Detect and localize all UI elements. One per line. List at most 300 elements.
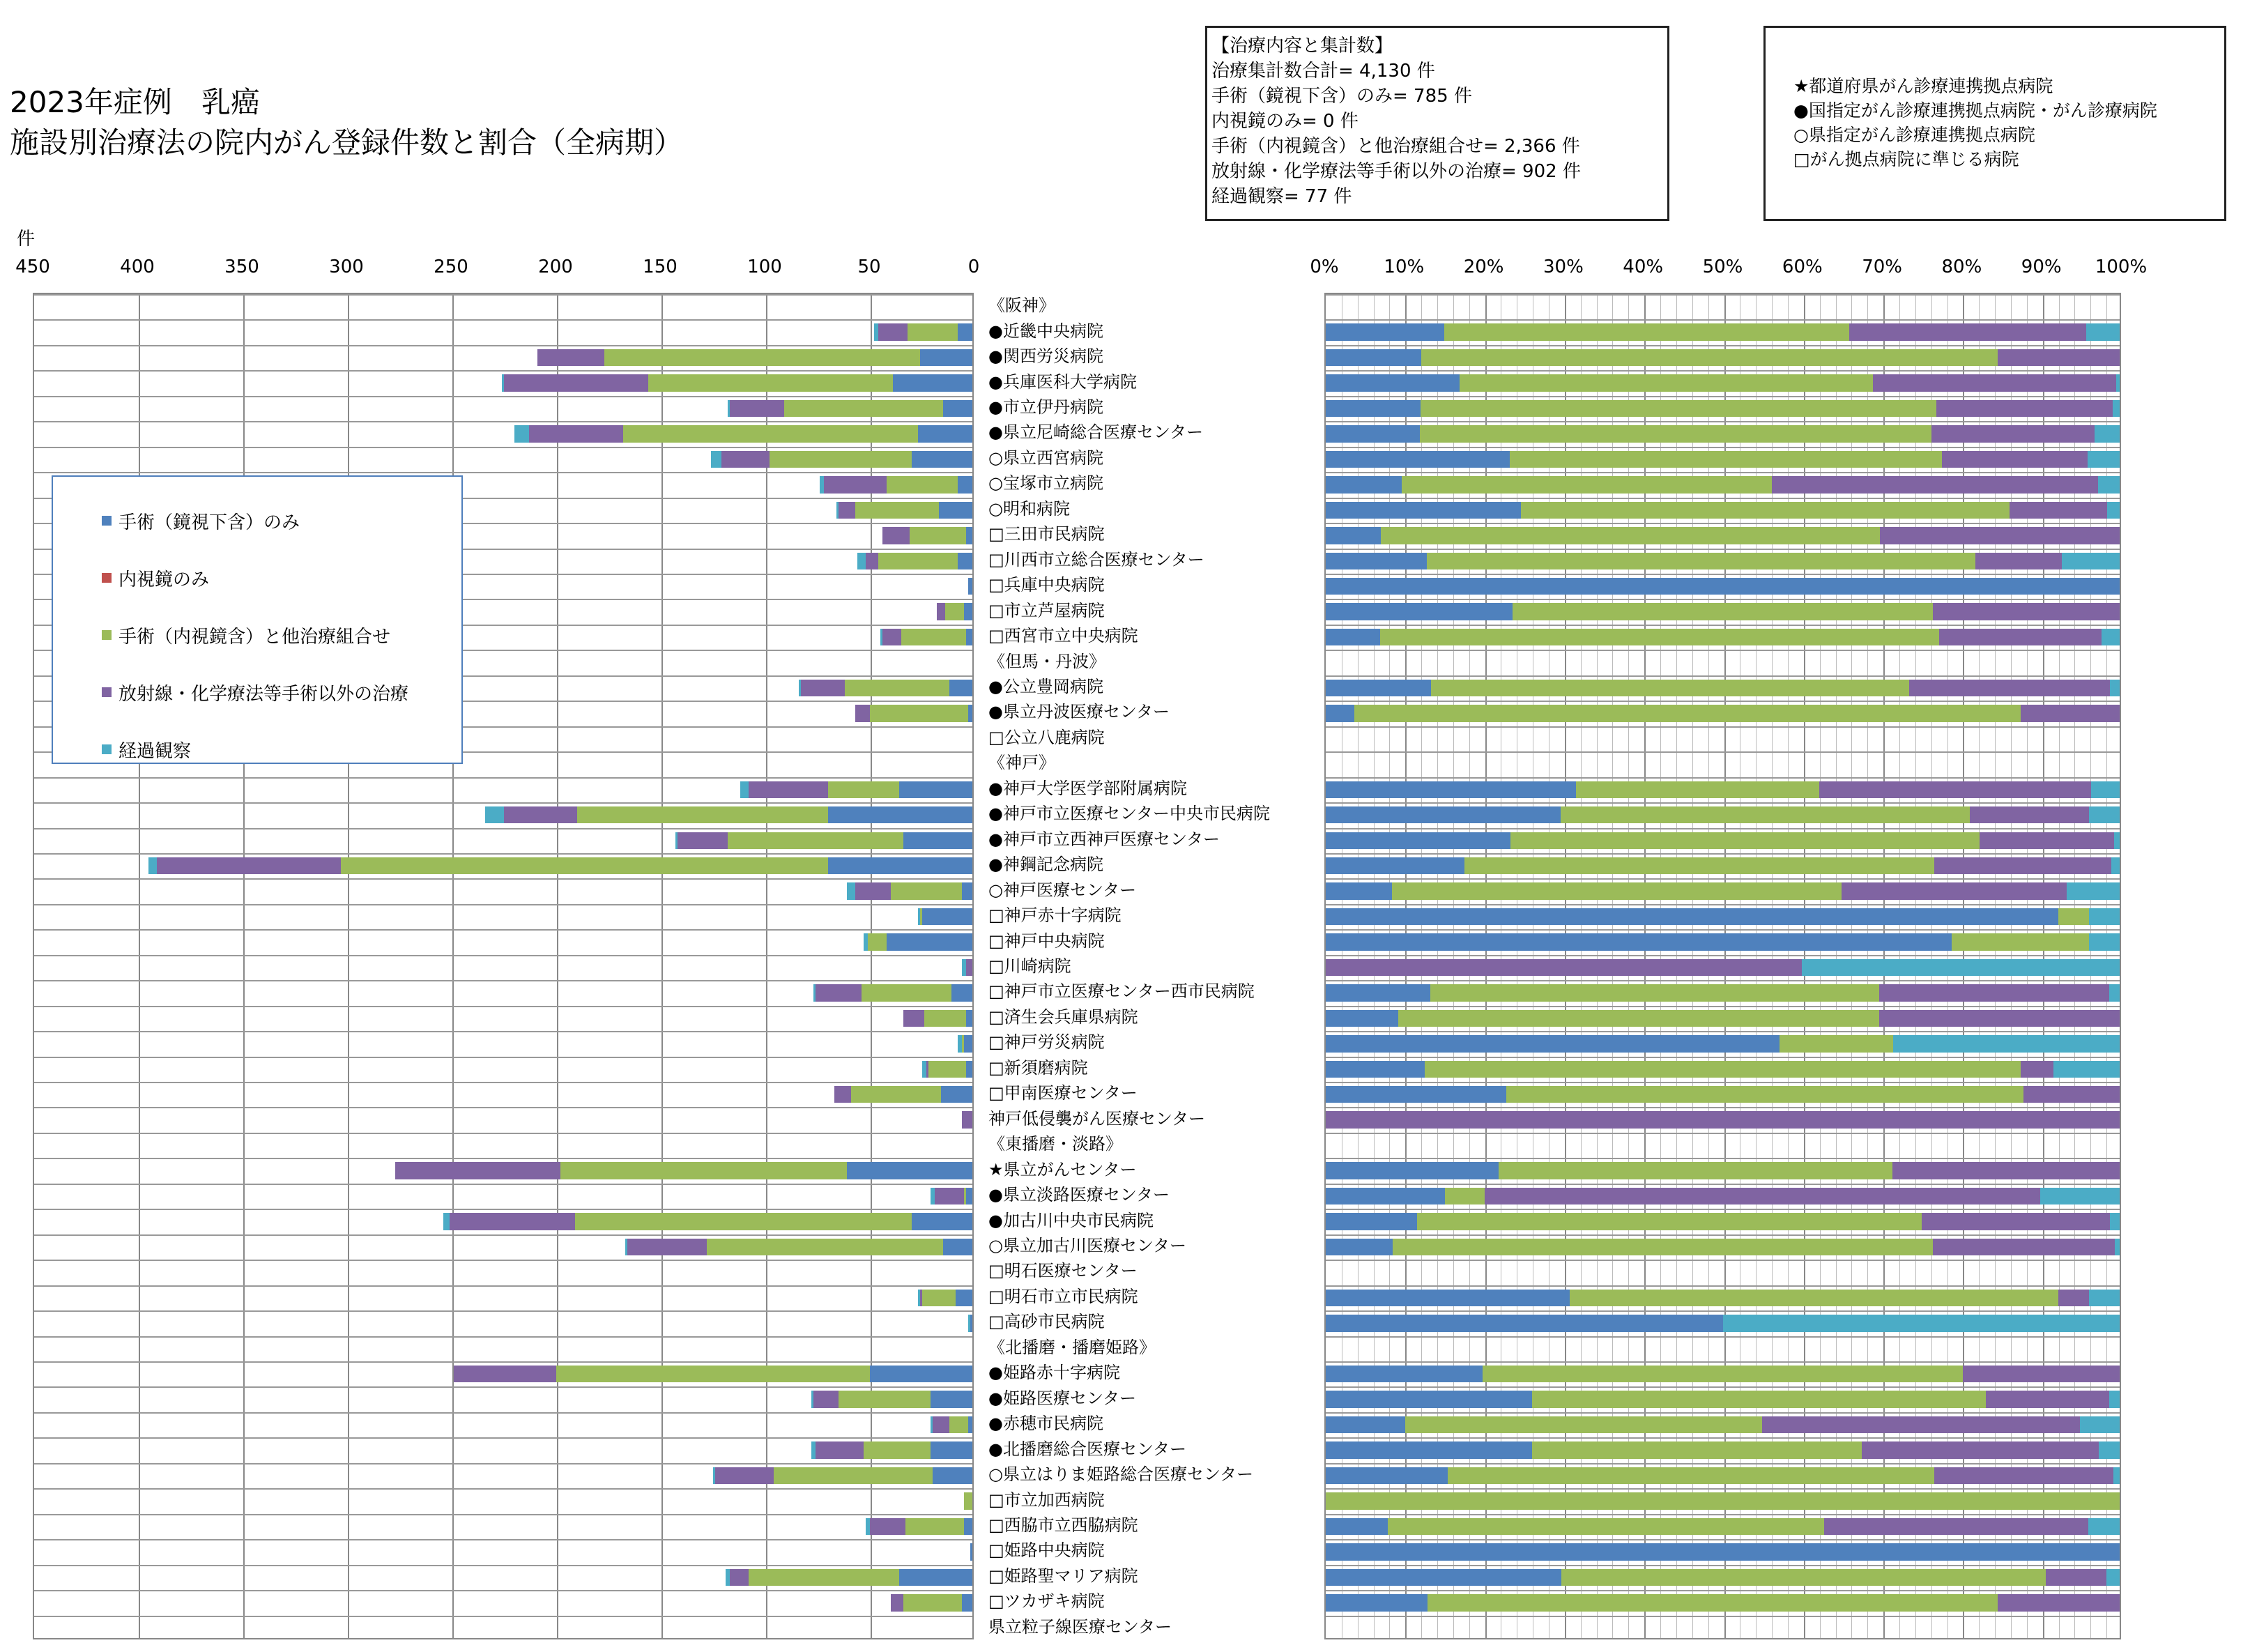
- count-bar: [847, 882, 972, 899]
- bar-segment: [1326, 1111, 2120, 1128]
- percentage-bar: [1326, 1162, 2120, 1179]
- bar-segment: [1326, 527, 1381, 544]
- bar-segment: [1326, 781, 1576, 798]
- hospital-label: □姫路中央病院: [988, 1540, 1105, 1561]
- bar-segment: [801, 680, 845, 696]
- region-header: 《但馬・丹波》: [988, 651, 1105, 671]
- bar-segment: [958, 476, 972, 493]
- bar-segment: [2110, 1213, 2120, 1230]
- bar-segment: [903, 832, 972, 849]
- left-axis-tick: 250: [434, 257, 468, 277]
- bar-segment: [1388, 1518, 1823, 1535]
- bar-segment: [1936, 400, 2113, 417]
- hospital-label: □済生会兵庫県病院: [988, 1007, 1138, 1027]
- hospital-label: □公立八鹿病院: [988, 727, 1105, 747]
- count-bar: [882, 527, 972, 544]
- bar-segment: [847, 882, 855, 899]
- bar-segment: [1952, 933, 2089, 950]
- bar-segment: [1326, 1569, 1561, 1586]
- bar-segment: [2053, 1061, 2120, 1078]
- count-bar: [931, 1416, 972, 1433]
- bar-segment: [966, 1061, 972, 1078]
- bar-segment: [560, 1162, 847, 1179]
- bar-segment: [1513, 603, 1933, 620]
- bar-segment: [627, 1239, 707, 1255]
- count-bar: [970, 1543, 972, 1560]
- bar-segment: [1532, 1391, 1986, 1407]
- bar-segment: [1402, 476, 1771, 493]
- bar-segment: [1485, 1188, 2040, 1204]
- right-axis-tick: 10%: [1384, 257, 1425, 277]
- hospital-label: □神戸中央病院: [988, 931, 1105, 951]
- bar-segment: [970, 1543, 972, 1560]
- bar-segment: [157, 857, 341, 874]
- bar-segment: [2106, 1569, 2120, 1586]
- count-bar: [855, 705, 972, 721]
- bar-segment: [908, 323, 958, 340]
- bar-segment: [864, 1441, 931, 1458]
- bar-segment: [1326, 578, 2120, 595]
- left-axis-tick: 450: [15, 257, 50, 277]
- bar-segment: [1326, 1315, 1723, 1331]
- count-bar: [903, 1010, 972, 1027]
- row-divider: [1326, 751, 2120, 778]
- row-divider: [34, 1260, 972, 1286]
- bar-segment: [1421, 400, 1936, 417]
- bar-segment: [454, 1366, 556, 1382]
- bar-segment: [1933, 603, 2120, 620]
- bar-segment: [966, 959, 972, 976]
- bar-segment: [1892, 1162, 2120, 1179]
- count-bar: [395, 1162, 972, 1179]
- bar-segment: [905, 1518, 964, 1535]
- bar-segment: [910, 527, 966, 544]
- bar-segment: [2089, 908, 2120, 925]
- bar-segment: [828, 781, 899, 798]
- hospital-label: 神戸低侵襲がん医療センター: [988, 1108, 1206, 1129]
- bar-segment: [878, 323, 908, 340]
- bar-segment: [537, 349, 604, 366]
- hospital-label: ●市立伊丹病院: [988, 397, 1103, 418]
- bar-segment: [1381, 527, 1879, 544]
- right-axis-tick: 50%: [1702, 257, 1743, 277]
- count-bar: [713, 1467, 972, 1484]
- percentage-bar: [1326, 1467, 2120, 1484]
- bar-segment: [728, 832, 903, 849]
- percentage-bar: [1326, 832, 2120, 849]
- count-bar: [836, 502, 972, 519]
- bar-segment: [2088, 1518, 2120, 1535]
- bar-segment: [148, 857, 157, 874]
- bar-segment: [912, 1213, 972, 1230]
- bar-segment: [956, 1290, 972, 1306]
- bar-segment: [1824, 1518, 2089, 1535]
- row-divider: [34, 1133, 972, 1159]
- hospital-label: □神戸赤十字病院: [988, 905, 1122, 926]
- bar-segment: [2109, 1391, 2120, 1407]
- count-bar: [962, 959, 972, 976]
- count-bar: [454, 1366, 972, 1382]
- bar-segment: [1862, 1441, 2099, 1458]
- count-bar: [537, 349, 972, 366]
- row-divider: [1326, 1616, 2120, 1642]
- hospital-label: □川西市立総合医療センター: [988, 549, 1204, 569]
- bar-segment: [1326, 1543, 2120, 1560]
- bar-segment: [912, 451, 972, 468]
- bar-segment: [711, 451, 721, 468]
- left-axis-tick: 150: [643, 257, 678, 277]
- bar-segment: [1326, 502, 1521, 519]
- hospital-type-line: ★都道府県がん診療連携拠点病院: [1793, 76, 2053, 96]
- row-divider: [34, 904, 972, 931]
- count-bar: [864, 933, 972, 950]
- bar-segment: [1780, 1035, 1893, 1052]
- bar-segment: [1326, 933, 1952, 950]
- bar-segment: [943, 1239, 972, 1255]
- hospital-label: ●県立尼崎総合医療センター: [988, 422, 1203, 443]
- bar-segment: [2089, 933, 2120, 950]
- bar-segment: [1326, 603, 1513, 620]
- count-bar: [937, 603, 972, 620]
- count-bar: [918, 1290, 972, 1306]
- percentage-bar: [1326, 781, 2120, 798]
- bar-segment: [2109, 984, 2120, 1001]
- bar-segment: [774, 1467, 933, 1484]
- hospital-label: ●近畿中央病院: [988, 321, 1103, 341]
- count-bar: [968, 1315, 972, 1331]
- bar-segment: [1326, 1366, 1483, 1382]
- bar-segment: [1532, 1441, 1862, 1458]
- hospital-label: ★県立がんセンター: [988, 1159, 1137, 1179]
- percentage-bar: [1326, 1391, 2120, 1407]
- row-divider: [1326, 650, 2120, 676]
- bar-segment: [857, 553, 866, 569]
- hospital-label: ○県立加古川医療センター: [988, 1235, 1186, 1255]
- hospital-type-line: ○県指定がん診療連携拠点病院: [1793, 125, 2035, 145]
- bar-segment: [828, 806, 972, 823]
- bar-segment: [2086, 323, 2120, 340]
- bar-segment: [1326, 400, 1421, 417]
- bar-segment: [1326, 1010, 1398, 1027]
- bar-segment: [1444, 323, 1850, 340]
- bar-segment: [2080, 1416, 2120, 1433]
- count-bar: [711, 451, 972, 468]
- bar-segment: [845, 680, 949, 696]
- hospital-label: ●神戸大学医学部附属病院: [988, 778, 1187, 798]
- region-header: 《北播磨・播磨姫路》: [988, 1337, 1156, 1357]
- hospital-label: ●神鋼記念病院: [988, 855, 1103, 875]
- bar-segment: [851, 1086, 941, 1103]
- hospital-label: □ツカザキ病院: [988, 1591, 1105, 1612]
- bar-segment: [933, 1416, 949, 1433]
- summary-line: 内視鏡のみ= 0 件: [1211, 111, 1359, 132]
- bar-segment: [1326, 1035, 1780, 1052]
- bar-segment: [1326, 1188, 1445, 1204]
- left-axis-tick: 0: [967, 257, 980, 277]
- title-line-1: 2023年症例 乳癌: [10, 85, 260, 119]
- count-bar: [726, 1569, 972, 1586]
- bar-segment: [1326, 1467, 1448, 1484]
- bar-segment: [504, 374, 648, 391]
- hospital-label: □兵庫中央病院: [988, 575, 1105, 595]
- bar-segment: [2058, 1290, 2089, 1306]
- right-axis-tick: 30%: [1543, 257, 1584, 277]
- hospital-label: □西脇市立西脇病院: [988, 1515, 1138, 1535]
- bar-segment: [1326, 1594, 1428, 1611]
- percentage-bar: [1326, 1290, 2120, 1306]
- bar-segment: [868, 933, 887, 950]
- row-divider: [34, 294, 972, 321]
- row-divider: [34, 319, 972, 346]
- bar-segment: [899, 1569, 972, 1586]
- row-divider: [34, 1031, 972, 1057]
- bar-segment: [870, 1518, 905, 1535]
- percentage-bar: [1326, 502, 2120, 519]
- bar-segment: [2040, 1188, 2120, 1204]
- bar-segment: [958, 553, 972, 569]
- count-bar: [443, 1213, 972, 1230]
- left-axis-unit: 件: [17, 229, 36, 250]
- count-bar: [813, 984, 972, 1001]
- bar-segment: [1326, 1518, 1388, 1535]
- percentage-bar: [1326, 857, 2120, 874]
- percentage-bar: [1326, 1492, 2120, 1509]
- hospital-label: ●県立丹波医療センター: [988, 702, 1170, 722]
- hospital-type-line: □がん拠点病院に準じる病院: [1793, 149, 2019, 169]
- bar-segment: [893, 374, 972, 391]
- bar-segment: [577, 806, 828, 823]
- bar-segment: [891, 1594, 903, 1611]
- row-divider: [34, 1616, 972, 1642]
- bar-segment: [2116, 374, 2120, 391]
- region-header: 《神戸》: [988, 753, 1055, 773]
- percentage-bar: [1326, 1086, 2120, 1103]
- bar-segment: [941, 1086, 972, 1103]
- hospital-type-line: ●国指定がん診療連携拠点病院・がん診療病院: [1793, 100, 2157, 121]
- bar-segment: [715, 1467, 774, 1484]
- percentage-bar: [1326, 933, 2120, 950]
- hospital-label: ○県立西宮病院: [988, 448, 1103, 468]
- bar-segment: [740, 781, 749, 798]
- legend-item-observation: 経過観察: [102, 721, 461, 778]
- bar-segment: [968, 705, 972, 721]
- bar-segment: [862, 984, 951, 1001]
- count-bar: [880, 629, 972, 645]
- bar-segment: [604, 349, 920, 366]
- bar-segment: [1510, 832, 1980, 849]
- percentage-bar: [1326, 882, 2120, 899]
- bar-segment: [1873, 374, 2116, 391]
- bar-segment: [730, 400, 784, 417]
- percentage-bar: [1326, 1035, 2120, 1052]
- bar-segment: [1326, 908, 2058, 925]
- bar-segment: [1931, 425, 2095, 442]
- bar-segment: [2102, 629, 2120, 645]
- bar-segment: [1428, 1594, 1998, 1611]
- hospital-label: □西宮市立中央病院: [988, 626, 1138, 646]
- summary-line: 手術（内視鏡含）と他治療組合せ= 2,366 件: [1211, 136, 1580, 157]
- count-bar: [857, 553, 972, 569]
- bar-segment: [855, 502, 939, 519]
- bar-segment: [964, 1035, 972, 1052]
- row-divider: [34, 1310, 972, 1337]
- bar-segment: [870, 705, 968, 721]
- bar-segment: [2058, 908, 2089, 925]
- count-bar: [834, 1086, 972, 1103]
- bar-segment: [1880, 527, 2120, 544]
- bar-segment: [1380, 629, 1939, 645]
- count-bar: [675, 832, 972, 849]
- percentage-bar: [1326, 323, 2120, 340]
- bar-segment: [922, 1290, 956, 1306]
- legend-item-non-surgical: 放射線・化学療法等手術以外の治療: [102, 664, 461, 721]
- bar-segment: [951, 984, 972, 1001]
- row-divider: [34, 1082, 972, 1108]
- count-bar: [964, 1492, 972, 1509]
- bar-segment: [816, 1441, 864, 1458]
- count-bar: [962, 1111, 972, 1128]
- bar-segment: [964, 1492, 972, 1509]
- bar-segment: [1521, 502, 2010, 519]
- bar-segment: [395, 1162, 560, 1179]
- row-divider: [34, 1488, 972, 1515]
- bar-segment: [1499, 1162, 1892, 1179]
- bar-segment: [1483, 1366, 1963, 1382]
- bar-segment: [450, 1213, 575, 1230]
- row-divider: [34, 1285, 972, 1312]
- hospital-label: □新須磨病院: [988, 1057, 1088, 1078]
- percentage-chart-plot: [1324, 293, 2121, 1639]
- bar-segment: [1421, 349, 1998, 366]
- percentage-bar: [1326, 425, 2120, 442]
- bar-segment: [839, 502, 855, 519]
- row-divider: [34, 1057, 972, 1083]
- bar-segment: [1879, 1010, 2120, 1027]
- bar-segment: [1326, 984, 1430, 1001]
- bar-segment: [899, 781, 972, 798]
- hospital-label: ●姫路医療センター: [988, 1388, 1136, 1408]
- hospital-label: ○神戸医療センター: [988, 880, 1136, 900]
- bar-segment: [943, 400, 972, 417]
- bar-segment: [1326, 323, 1444, 340]
- bar-segment: [485, 806, 504, 823]
- right-axis-tick: 70%: [1862, 257, 1902, 277]
- count-bar: [866, 1518, 972, 1535]
- bar-segment: [2091, 781, 2120, 798]
- bar-segment: [970, 1315, 972, 1331]
- hospital-label: □三田市民病院: [988, 524, 1105, 544]
- bar-segment: [878, 553, 958, 569]
- hospital-label: ●神戸市立西神戸医療センター: [988, 829, 1220, 849]
- bar-segment: [966, 629, 972, 645]
- percentage-bar: [1326, 959, 2120, 976]
- legend-item-surgery-combined: 手術（内視鏡含）と他治療組合せ: [102, 606, 461, 664]
- bar-segment: [891, 882, 962, 899]
- count-bar: [811, 1391, 972, 1407]
- bar-segment: [1934, 857, 2111, 874]
- bar-segment: [1802, 959, 2120, 976]
- count-bar: [874, 323, 972, 340]
- bar-segment: [922, 908, 972, 925]
- percentage-bar: [1326, 553, 2120, 569]
- row-divider: [34, 929, 972, 956]
- bar-segment: [575, 1213, 912, 1230]
- bar-segment: [1998, 1594, 2120, 1611]
- bar-segment: [924, 1010, 966, 1027]
- percentage-bar: [1326, 1315, 2120, 1331]
- bar-segment: [1879, 984, 2109, 1001]
- hospital-label: ●公立豊岡病院: [988, 677, 1103, 697]
- hospital-label: □川崎病院: [988, 956, 1071, 976]
- bar-segment: [1326, 1391, 1532, 1407]
- count-bar: [811, 1441, 972, 1458]
- bar-segment: [1998, 349, 2120, 366]
- right-axis-tick: 0%: [1310, 257, 1339, 277]
- bar-segment: [1893, 1035, 2120, 1052]
- percentage-bar: [1326, 1061, 2120, 1078]
- bar-segment: [1576, 781, 1819, 798]
- percentage-bar: [1326, 374, 2120, 391]
- bar-segment: [964, 603, 972, 620]
- bar-segment: [1980, 832, 2114, 849]
- bar-segment: [1398, 1010, 1879, 1027]
- row-divider: [34, 955, 972, 981]
- bar-segment: [707, 1239, 943, 1255]
- bar-segment: [966, 1188, 972, 1204]
- bar-segment: [1326, 1061, 1425, 1078]
- bar-segment: [901, 629, 966, 645]
- bar-segment: [968, 578, 972, 595]
- count-bar: [740, 781, 972, 798]
- hospital-label: □姫路聖マリア病院: [988, 1566, 1138, 1586]
- summary-heading: 【治療内容と集計数】: [1211, 36, 1393, 56]
- bar-segment: [2099, 1441, 2120, 1458]
- row-divider: [34, 1336, 972, 1363]
- bar-segment: [2113, 1467, 2120, 1484]
- bar-segment: [623, 425, 918, 442]
- percentage-bar: [1326, 705, 2120, 721]
- bar-segment: [784, 400, 943, 417]
- left-axis-tick: 50: [857, 257, 881, 277]
- bar-segment: [749, 1569, 899, 1586]
- row-divider: [34, 1107, 972, 1133]
- hospital-label: □市立加西病院: [988, 1490, 1105, 1510]
- right-axis-tick: 60%: [1782, 257, 1823, 277]
- summary-line: 放射線・化学療法等手術以外の治療= 902 件: [1211, 161, 1581, 182]
- percentage-bar: [1326, 349, 2120, 366]
- bar-segment: [1975, 553, 2062, 569]
- bar-segment: [2088, 451, 2120, 468]
- bar-segment: [1326, 1492, 2120, 1509]
- bar-segment: [1326, 680, 1431, 696]
- hospital-label: ●神戸市立医療センター中央市民病院: [988, 804, 1270, 824]
- row-divider: [1326, 1336, 2120, 1363]
- bar-segment: [1934, 1467, 2113, 1484]
- bar-segment: [870, 1366, 972, 1382]
- count-bar: [931, 1188, 972, 1204]
- percentage-bar: [1326, 1441, 2120, 1458]
- bar-segment: [964, 1518, 972, 1535]
- right-axis-tick: 80%: [1941, 257, 1982, 277]
- row-divider: [1326, 726, 2120, 753]
- bar-segment: [966, 1010, 972, 1027]
- bar-segment: [855, 882, 891, 899]
- bar-segment: [1460, 374, 1872, 391]
- bar-segment: [1326, 832, 1510, 849]
- percentage-bar: [1326, 476, 2120, 493]
- bar-segment: [1326, 349, 1421, 366]
- bar-segment: [1464, 857, 1934, 874]
